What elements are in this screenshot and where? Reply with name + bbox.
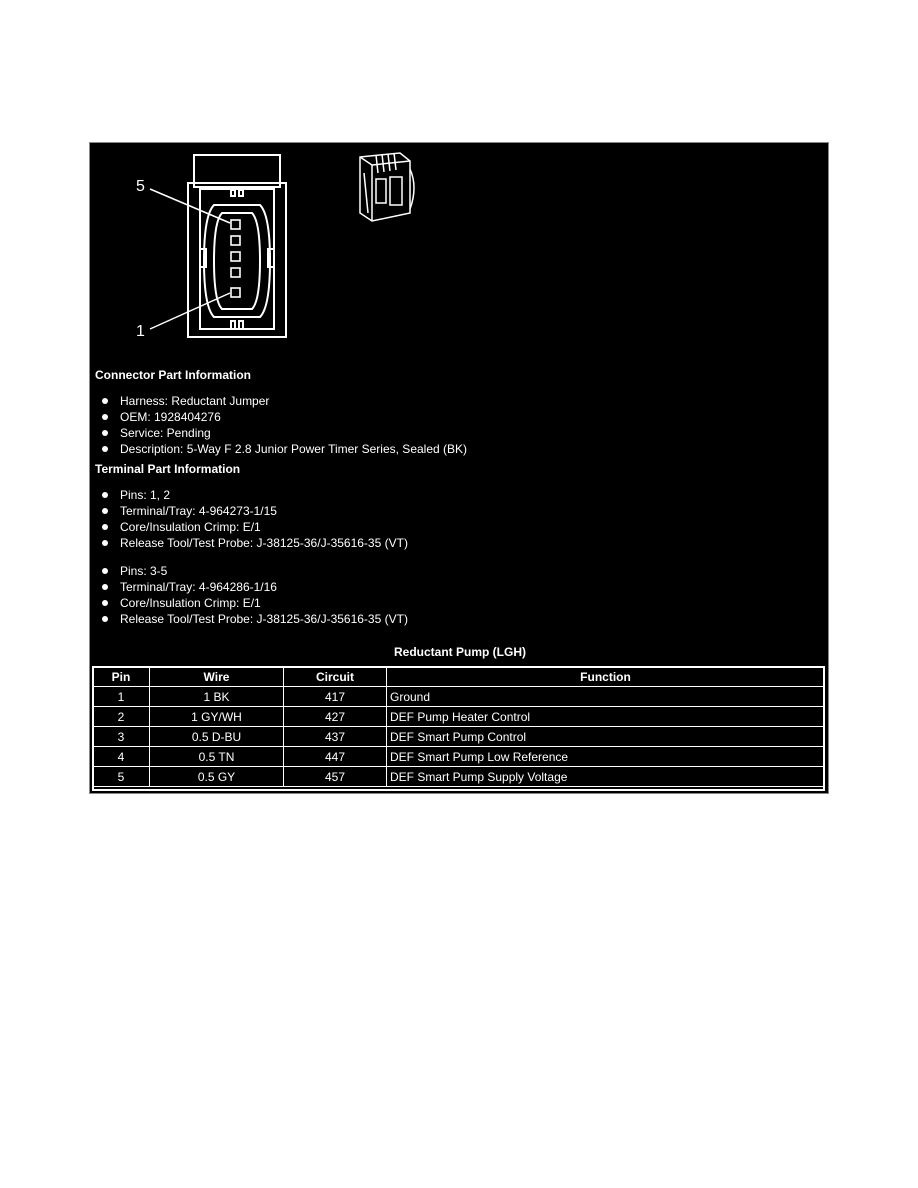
header-circuit: Circuit <box>284 667 387 687</box>
header-pin: Pin <box>93 667 150 687</box>
cell-circuit: 437 <box>284 727 387 747</box>
cell-pin: 1 <box>93 687 150 707</box>
key-tab-bottom-left <box>231 321 235 329</box>
list-item: Pins: 1, 2 <box>98 487 408 503</box>
cell-function: DEF Smart Pump Control <box>387 727 825 747</box>
table-row <box>93 727 825 747</box>
list-item: Service: Pending <box>98 425 467 441</box>
list-item: Terminal/Tray: 4-964286-1/16 <box>98 579 408 595</box>
cell-wire: 1 GY/WH <box>150 707 284 727</box>
cell-function: DEF Pump Heater Control <box>387 707 825 727</box>
list-item: Description: 5-Way F 2.8 Junior Power Timer Series, Sealed (BK) <box>98 441 467 457</box>
cell-wire: 0.5 GY <box>150 767 284 787</box>
list-item: Harness: Reductant Jumper <box>98 393 467 409</box>
terminal-info-list-2 <box>98 563 408 627</box>
connector-panel <box>89 142 829 794</box>
header-wire: Wire <box>150 667 284 687</box>
terminal-cavity-5 <box>231 220 240 229</box>
terminal-cavity-1 <box>231 288 240 297</box>
pin-label-1: 1 <box>136 323 145 340</box>
table-row <box>93 687 825 707</box>
cell-pin: 4 <box>93 747 150 767</box>
table-row <box>93 707 825 727</box>
cell-function: DEF Smart Pump Supply Voltage <box>387 767 825 787</box>
key-tab-top-right <box>239 190 243 196</box>
header-function: Function <box>387 667 825 687</box>
cell-pin: 5 <box>93 767 150 787</box>
terminal-cavity-3 <box>231 252 240 261</box>
cell-circuit: 447 <box>284 747 387 767</box>
table-row <box>93 747 825 767</box>
key-tab-top-left <box>231 190 235 196</box>
pinout-table <box>92 666 825 787</box>
cell-wire: 0.5 TN <box>150 747 284 767</box>
leader-line-pin-1 <box>150 293 230 329</box>
key-tab-bottom-right <box>239 321 243 329</box>
list-item: Core/Insulation Crimp: E/1 <box>98 595 408 611</box>
cell-pin: 2 <box>93 707 150 727</box>
side-rib-right <box>268 249 274 267</box>
list-item: Release Tool/Test Probe: J-38125-36/J-35616-35 (VT) <box>98 535 408 551</box>
cell-function: Ground <box>387 687 825 707</box>
cell-circuit: 417 <box>284 687 387 707</box>
terminal-info-title: Terminal Part Information <box>95 462 241 476</box>
table-caption: Reductant Pump (LGH) <box>394 645 526 659</box>
terminal-cavity-4 <box>231 236 240 245</box>
connector-diagram <box>90 143 830 363</box>
side-rib-left <box>200 249 206 267</box>
table-header-row <box>93 667 825 687</box>
cell-function: DEF Smart Pump Low Reference <box>387 747 825 767</box>
terminal-cavity-2 <box>231 268 240 277</box>
connector-info-title: Connector Part Information <box>95 368 252 382</box>
list-item: Terminal/Tray: 4-964273-1/15 <box>98 503 408 519</box>
list-item: Core/Insulation Crimp: E/1 <box>98 519 408 535</box>
terminal-info-list-1 <box>98 487 408 551</box>
connector-housing-outer <box>188 183 286 337</box>
table-row <box>93 767 825 787</box>
pin-label-5: 5 <box>136 178 145 195</box>
connector-face-illustration <box>90 143 830 363</box>
cell-wire: 1 BK <box>150 687 284 707</box>
connector-info-list <box>98 393 467 457</box>
list-item: Release Tool/Test Probe: J-38125-36/J-35616-35 (VT) <box>98 611 408 627</box>
cell-wire: 0.5 D-BU <box>150 727 284 747</box>
cell-circuit: 427 <box>284 707 387 727</box>
list-item: Pins: 3-5 <box>98 563 408 579</box>
cell-circuit: 457 <box>284 767 387 787</box>
connector-side-view <box>360 153 414 221</box>
cell-pin: 3 <box>93 727 150 747</box>
list-item: OEM: 1928404276 <box>98 409 467 425</box>
